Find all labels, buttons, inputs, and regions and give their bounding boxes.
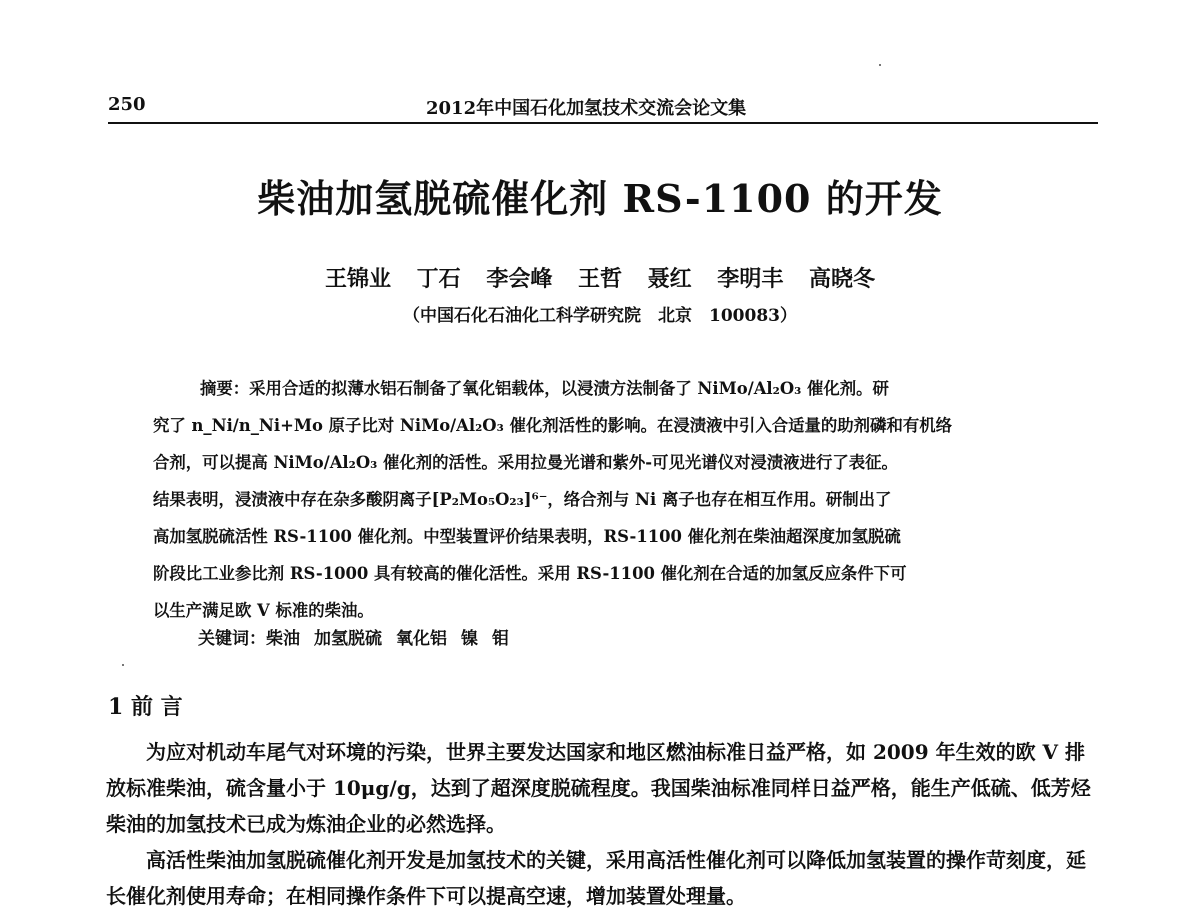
keywords-label: 关键词： [198,629,266,649]
abstract-label: 摘要： [200,379,250,398]
body-paragraph: 高活性柴油加氢脱硫催化剂开发是加氢技术的关键，采用高活性催化剂可以降低加氢装置的操作苛刻度，延长催化剂使用寿命；在相同操作条件下可以提高空速，增加装置处理量。 [106,848,1086,908]
page-number: 250 [108,94,146,115]
abstract-line: 阶段比工业参比剂 RS-1000 具有较高的催化活性。采用 RS-1100 催化剂在合适的加氢反应条件下可 [153,564,907,583]
section-body [106,734,1096,914]
abstract-line: 结果表明，浸渍液中存在杂多酸阴离子[P₂Mo₅O₂₃]⁶⁻，络合剂与 Ni 离子也存在相互作用。研制出了 [153,490,892,509]
keyword: 钼 [492,629,509,649]
abstract-line: 合剂，可以提高 NiMo/Al₂O₃ 催化剂的活性。采用拉曼光谱和紫外-可见光谱仪对浸渍液进行了表征。 [153,453,898,472]
affiliation: （中国石化石油化工科学研究院 北京 100083） [403,306,797,326]
abstract-line: 高加氢脱硫活性 RS-1100 催化剂。中型装置评价结果表明，RS-1100 催化剂在柴油超深度加氢脱硫 [153,527,901,546]
keyword: 氧化铝 [396,629,447,649]
header-rule [108,122,1098,124]
author-list: 王锦业 丁石 李会峰 王哲 聂红 李明丰 高晓冬 [325,266,875,292]
abstract-line: 以生产满足欧 V 标准的柴油。 [153,601,374,620]
keywords [198,624,509,649]
abstract-line [153,370,1053,407]
abstract-text: 采用合适的拟薄水铝石制备了氧化铝载体，以浸渍方法制备了 NiMo/Al₂O₃ 催化剂。研 [249,379,889,398]
scan-speck [879,64,881,66]
scan-speck [122,664,124,666]
abstract [153,370,1053,629]
keyword: 镍 [461,629,478,649]
paper-title: 柴油加氢脱硫催化剂 RS-1100 的开发 [257,176,943,221]
journal-title: 2012年中国石化加氢技术交流会论文集 [426,98,747,119]
keyword: 柴油 [266,629,300,649]
section-heading: 1 前 言 [108,694,183,720]
abstract-line: 究了 n_Ni/n_Ni+Mo 原子比对 NiMo/Al₂O₃ 催化剂活性的影响。在浸渍液中引入合适量的助剂磷和有机络 [153,416,953,435]
keyword: 加氢脱硫 [314,629,382,649]
body-paragraph: 为应对机动车尾气对环境的污染，世界主要发达国家和地区燃油标准日益严格，如 2009 年生效的欧 V 排放标准柴油，硫含量小于 10μg/g，达到了超深度脱硫程度。我国柴油标准同样日益严格，能生产低硫、低芳烃柴油的加氢技术已成为炼油企业的必然选择。 [106,740,1091,836]
running-header [108,94,1098,124]
